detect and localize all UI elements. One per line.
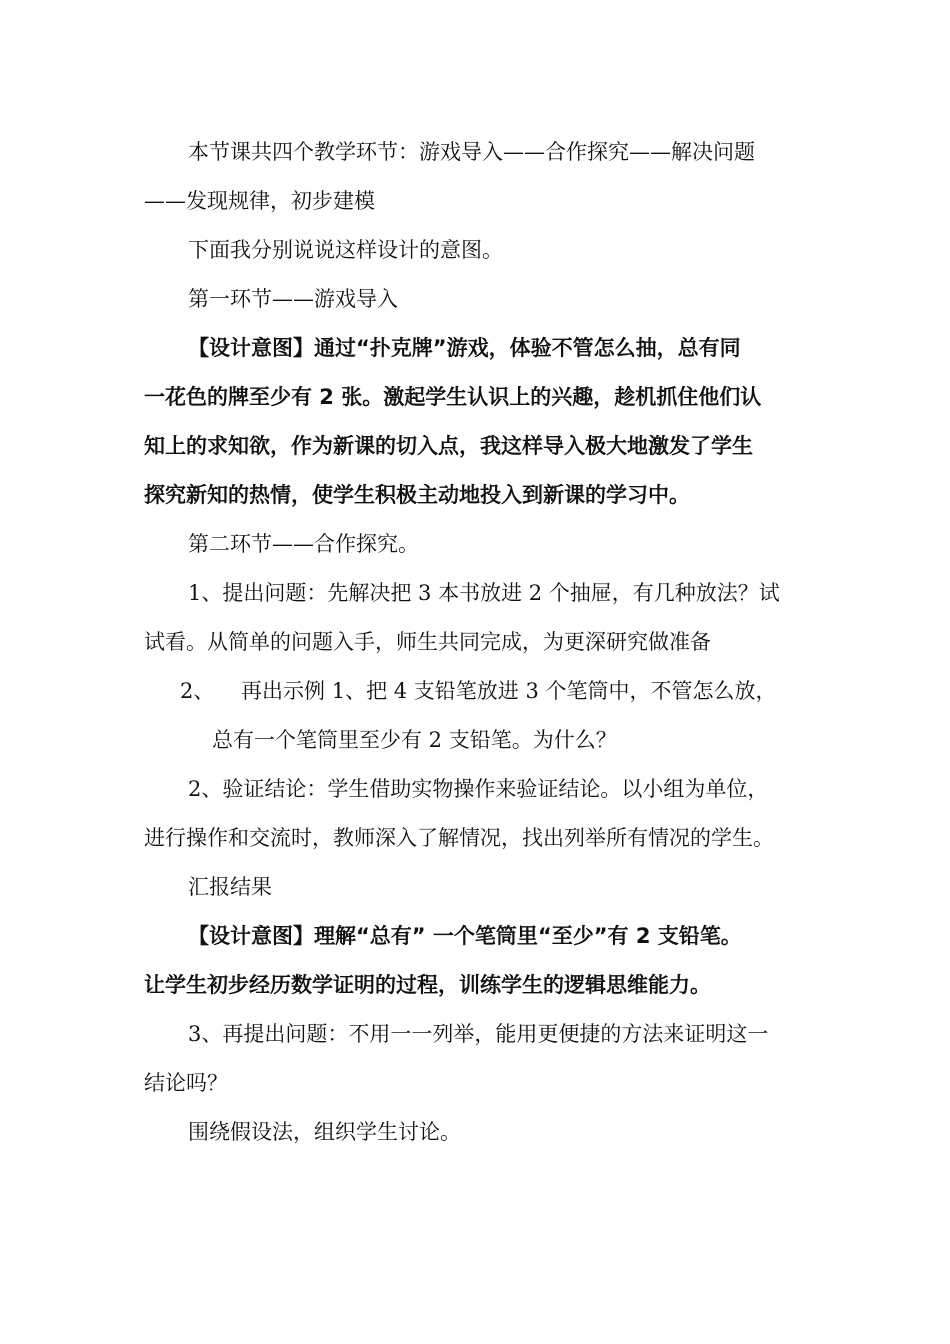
text-line: 围绕假设法，组织学生讨论。 [188,1120,461,1144]
paragraph-step-1 [144,569,808,667]
paragraph-discussion [144,1108,808,1157]
design-intent-1 [144,324,808,520]
paragraph-step-3 [144,1010,808,1108]
design-intent-2 [144,912,808,1010]
text-line: 知上的求知欲，作为新课的切入点，我这样导入极大地激发了学生 [144,434,753,458]
text-line: 汇报结果 [188,875,272,899]
text-line: 第二环节——合作探究。 [188,532,419,556]
text-line: 本节课共四个教学环节：游戏导入——合作探究——解决问题 [188,140,755,164]
paragraph-verify [144,765,808,863]
paragraph-explain [144,226,808,275]
text-line: 下面我分别说说这样设计的意图。 [188,238,503,262]
text-line: 第一环节——游戏导入 [188,287,398,311]
text-line: 【设计意图】理解“总有” 一个笔筒里“至少”有 2 支铅笔。 [188,924,742,948]
text-line: 【设计意图】通过“扑克牌”游戏，体验不管怎么抽，总有同 [188,336,741,360]
text-line: 试看。从简单的问题入手，师生共同完成，为更深研究做准备 [144,630,711,654]
paragraph-intro [144,128,808,226]
text-line: 结论吗？ [144,1071,228,1095]
text-line: 一花色的牌至少有 2 张。激起学生认识上的兴趣，趁机抓住他们认 [144,385,762,409]
section-heading-2 [144,520,808,569]
text-line: 让学生初步经历数学证明的过程，训练学生的逻辑思维能力。 [144,973,711,997]
paragraph-report [144,863,808,912]
text-line: 总有一个笔筒里至少有 2 支铅笔。为什么？ [212,728,617,752]
text-line: 进行操作和交流时，教师深入了解情况，找出列举所有情况的学生。 [144,826,774,850]
text-line: 2、 再出示例 1、把 4 支铅笔放进 3 个笔筒中，不管怎么放， [180,679,777,703]
document-body [144,128,808,1157]
section-heading-1 [144,275,808,324]
text-line: 2、验证结论：学生借助实物操作来验证结论。以小组为单位， [188,777,769,801]
text-line: ——发现规律，初步建模 [144,189,375,213]
text-line: 探究新知的热情，使学生积极主动地投入到新课的学习中。 [144,483,690,507]
text-line: 3、再提出问题：不用一一列举，能用更便捷的方法来证明这一 [188,1022,769,1046]
text-line: 1、提出问题：先解决把 3 本书放进 2 个抽屉，有几种放法？试 [188,581,780,605]
paragraph-example-1 [144,667,808,765]
